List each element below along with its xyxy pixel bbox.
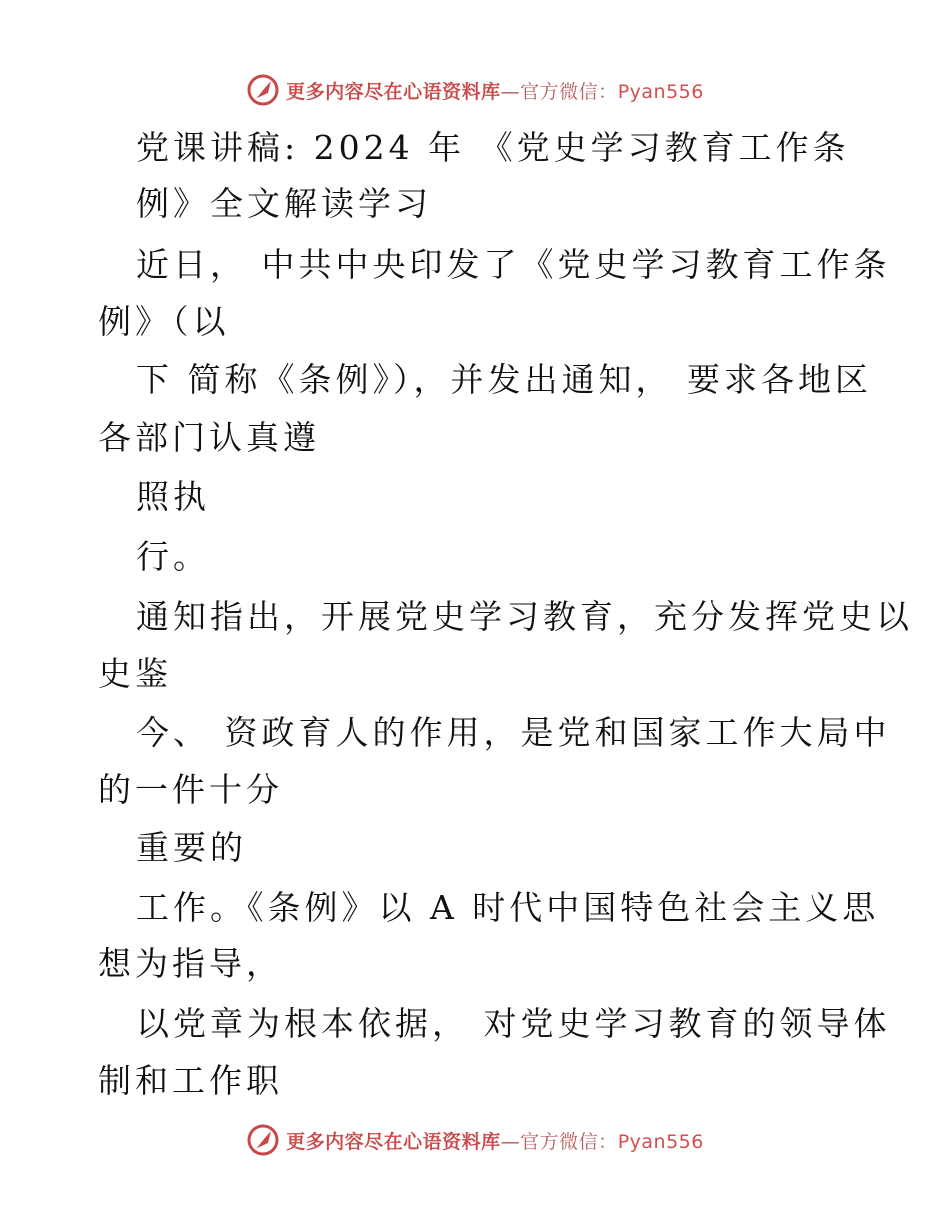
- watermark-sub: 官方微信：: [520, 1130, 618, 1153]
- header-watermark: [0, 70, 950, 110]
- watermark-text: [286, 77, 704, 104]
- watermark-sub: 官方微信：: [520, 80, 618, 103]
- quill-logo-icon: [246, 73, 280, 107]
- text-line: 想为指导，: [98, 944, 283, 983]
- text-line: 通知指出，开展党史学习教育，充分发挥党史以: [136, 597, 913, 636]
- text-line: 行。: [136, 537, 210, 576]
- text-line: 的一件十分: [98, 770, 283, 809]
- text-line: 今、 资政育人的作用，是党和国家工作大局中: [136, 713, 891, 752]
- text-line: 照执: [136, 477, 210, 516]
- watermark-dash: —: [500, 80, 521, 103]
- text-line: 以党章为根本依据， 对党史学习教育的领导体: [136, 1004, 891, 1043]
- watermark-id: Pyan556: [617, 80, 704, 103]
- quill-logo-icon: [246, 1123, 280, 1157]
- footer-watermark: [0, 1120, 950, 1160]
- text-line: 近日， 中共中央印发了《党史学习教育工作条: [136, 245, 891, 284]
- watermark-main: 更多内容尽在心语资料库: [286, 80, 501, 103]
- title-line-1: 党课讲稿: 2024 年 《党史学习教育工作条: [136, 128, 850, 167]
- watermark-main: 更多内容尽在心语资料库: [286, 1130, 501, 1153]
- text-line: 制和工作职: [98, 1061, 283, 1100]
- watermark-id: Pyan556: [617, 1130, 704, 1153]
- watermark-dash: —: [500, 1130, 521, 1153]
- title-line-2: 例》全文解读学习: [136, 184, 432, 223]
- text-line: 下 简称《条例》），并发出通知， 要求各地区: [136, 360, 872, 399]
- text-line: 各部门认真遵: [98, 418, 320, 457]
- text-line: 重要的: [136, 828, 247, 867]
- text-line: 工作。《条例》以 A 时代中国特色社会主义思: [136, 888, 880, 927]
- text-line: 例》（以: [98, 302, 230, 341]
- text-line: 史鉴: [98, 654, 172, 693]
- watermark-text: [286, 1127, 704, 1154]
